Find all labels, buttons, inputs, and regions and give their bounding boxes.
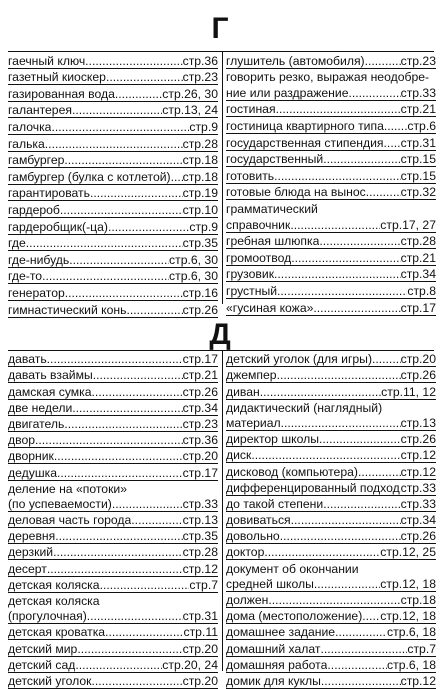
leader-dots: [53, 545, 183, 559]
index-entry: [226, 117, 436, 134]
leader-dots: [321, 674, 401, 688]
index-entry: [226, 101, 436, 118]
index-page-ref: стр.19: [182, 186, 218, 201]
index-term: детский уголок (для игры): [226, 352, 372, 367]
leader-dots: [55, 529, 182, 543]
index-term: детский мир: [8, 641, 78, 656]
index-entry: [226, 592, 436, 608]
index-section-d: [8, 350, 436, 688]
leader-dots: [268, 593, 400, 607]
leader-dots: [264, 545, 380, 559]
index-entry: [8, 284, 218, 301]
index-entry: [8, 201, 218, 218]
index-entry: [226, 266, 436, 283]
index-column-left: [8, 351, 218, 689]
index-term: гостиная: [226, 102, 276, 117]
index-page-ref: стр.21: [182, 368, 218, 383]
index-term: грустный: [226, 283, 278, 298]
index-term: детская коляска: [8, 594, 100, 608]
index-term: двор: [8, 433, 36, 448]
index-page-ref: стр.31: [182, 609, 218, 624]
leader-dots: [313, 301, 400, 315]
leader-dots: [260, 385, 381, 399]
index-page-ref: стр.13: [400, 415, 436, 430]
index-page-ref: стр.28: [182, 545, 218, 560]
index-entry: [8, 496, 218, 512]
index-entry: [8, 218, 218, 235]
index-page-ref: стр.17, 27: [380, 217, 436, 232]
index-term: директор школы: [226, 432, 319, 447]
index-entry: [226, 134, 436, 151]
index-term: громоотвод: [226, 250, 292, 265]
leader-dots: [314, 577, 380, 591]
index-entry: [8, 118, 218, 135]
leader-dots: [319, 234, 400, 248]
index-page-ref: стр.8: [407, 283, 436, 298]
index-page-ref: стр.28: [400, 234, 436, 249]
index-entry: [8, 577, 218, 593]
index-term: дерзкий: [8, 545, 54, 560]
leader-dots: [274, 169, 400, 183]
index-term: дедушка: [8, 465, 57, 480]
index-entry: [226, 282, 436, 299]
index-term: должен: [226, 593, 269, 607]
index-entry: [8, 544, 218, 560]
index-term: гамбургер: [8, 153, 65, 168]
index-term: генератор: [8, 285, 65, 300]
index-page-ref: стр.12, 18: [380, 576, 436, 591]
leader-dots: [131, 513, 182, 527]
leader-dots: [100, 578, 190, 592]
leader-dots: [106, 70, 183, 84]
index-page-ref: стр.35: [182, 236, 218, 251]
leader-dots: [77, 642, 182, 656]
index-term: деревня: [8, 529, 56, 544]
index-page-ref: стр.13, 24: [162, 103, 218, 118]
index-entry: [8, 432, 218, 448]
index-term: довиваться: [226, 513, 291, 528]
leader-dots: [75, 658, 162, 672]
column-divider: [222, 351, 223, 671]
index-page-ref: стр.28: [182, 136, 218, 151]
leader-dots: [171, 170, 183, 184]
index-page-ref: стр.23: [400, 53, 436, 68]
index-entry: [8, 367, 218, 383]
index-entry: [8, 52, 218, 69]
index-entry: [8, 235, 218, 252]
leader-dots: [93, 368, 183, 382]
index-entry: [226, 233, 436, 250]
index-page-ref: стр.26: [400, 432, 436, 447]
leader-dots: [362, 609, 380, 623]
index-entry: [226, 431, 436, 447]
index-term: до такой степени: [226, 496, 324, 511]
index-term: дома (местоположение): [226, 609, 363, 624]
index-page-ref: стр.20: [400, 352, 436, 367]
index-term: готовые блюда на вынос: [226, 185, 366, 200]
index-term: гаечный ключ: [8, 53, 86, 68]
index-entry: [226, 249, 436, 266]
index-page-ref: стр.17: [400, 300, 436, 315]
index-entry: [226, 351, 436, 367]
index-term: домашняя работа: [226, 657, 328, 672]
index-entry: [8, 102, 218, 119]
index-entry: [8, 301, 218, 318]
index-page-ref: стр.16: [182, 285, 218, 300]
index-entry: [8, 268, 218, 285]
index-term: гардеробщик(-ца): [8, 219, 108, 234]
letter-heading-g: Г: [211, 12, 229, 45]
leader-dots: [291, 513, 401, 527]
index-section-g: [8, 51, 436, 317]
index-page-ref: стр.26: [182, 384, 218, 399]
index-term: диван: [226, 384, 260, 399]
index-page-ref: стр.13: [182, 513, 218, 528]
index-term: справочник: [226, 217, 291, 232]
index-page-ref: стр.12: [182, 561, 218, 576]
index-term: (по успеваемости): [8, 496, 112, 511]
index-page-ref: стр.33: [400, 85, 436, 100]
index-entry: [8, 400, 218, 416]
index-entry: [8, 185, 218, 202]
leader-dots: [323, 152, 400, 166]
index-term: газированная вода: [8, 86, 115, 101]
index-page-ref: стр.32: [400, 185, 436, 200]
index-entry: [8, 251, 218, 268]
index-term: где: [8, 236, 26, 251]
index-term: грамматический: [226, 201, 318, 216]
index-term: ние или раздражение: [226, 85, 349, 100]
index-entry: [8, 593, 218, 608]
leader-dots: [335, 625, 387, 639]
index-page-ref: стр.15: [400, 168, 436, 183]
leader-dots: [365, 54, 401, 68]
index-page-ref: стр.6, 18: [387, 625, 436, 640]
leader-dots: [64, 417, 182, 431]
index-entry: [226, 463, 436, 479]
index-term: домашний халат: [226, 641, 321, 656]
leader-dots: [372, 352, 401, 366]
index-term: две недели: [8, 400, 73, 415]
index-entry: [226, 576, 436, 592]
index-entry: [8, 640, 218, 656]
index-entry: [8, 135, 218, 152]
index-entry: [8, 351, 218, 367]
index-term: глушитель (автомобиля): [226, 53, 365, 68]
index-term: джемпер: [226, 368, 277, 383]
index-term: газетный киоскер: [8, 70, 106, 85]
index-entry: [8, 85, 218, 102]
index-page-ref: стр.35: [182, 529, 218, 544]
index-page-ref: стр.15: [400, 152, 436, 167]
leader-dots: [112, 497, 183, 511]
index-page-ref: стр.17: [182, 465, 218, 480]
leader-dots: [319, 432, 401, 446]
index-page-ref: стр.18: [182, 153, 218, 168]
index-term: галочка: [8, 119, 52, 134]
leader-dots: [26, 236, 183, 250]
index-term: грузовик: [226, 267, 275, 282]
leader-dots: [115, 87, 162, 101]
index-term: государственный: [226, 152, 324, 167]
index-term: дифференцированный подход: [226, 480, 400, 495]
index-entry: [8, 464, 218, 480]
leader-dots: [47, 562, 183, 576]
index-term: гребная шлюпка: [226, 234, 320, 249]
index-page-ref: стр.21: [400, 102, 436, 117]
leader-dots: [90, 186, 183, 200]
index-term: (прогулочная): [8, 609, 87, 624]
index-entry: [226, 415, 436, 431]
index-entry: [8, 608, 218, 624]
index-entry: [226, 447, 436, 463]
index-entry: [226, 657, 436, 673]
index-entry: [8, 152, 218, 169]
index-entry: [226, 151, 436, 168]
index-entry: [226, 400, 436, 415]
index-page-ref: стр.18: [400, 593, 436, 607]
index-page-ref: стр.20, 24: [162, 657, 218, 672]
leader-dots: [127, 303, 183, 317]
leader-dots: [280, 529, 401, 543]
index-entry: [8, 624, 218, 640]
index-term: десерт: [8, 561, 47, 576]
index-page-ref: стр.26, 30: [162, 86, 218, 101]
index-page-ref: стр.12: [400, 448, 436, 463]
index-page-ref: стр.11: [183, 625, 218, 640]
index-entry: [226, 480, 436, 496]
index-term: «гусиная кожа»: [226, 300, 314, 315]
index-entry: [226, 560, 436, 575]
index-page-ref: стр.6, 18: [387, 657, 436, 672]
index-page-ref: стр.21: [400, 250, 436, 265]
index-page-ref: стр.34: [182, 400, 218, 415]
leader-dots: [64, 153, 182, 167]
leader-dots: [358, 465, 401, 479]
index-term: государственная стипендия: [226, 135, 384, 150]
leader-dots: [108, 220, 189, 234]
index-page-ref: стр.20: [182, 641, 218, 656]
leader-dots: [35, 433, 183, 447]
index-entry: [8, 448, 218, 464]
leader-dots: [251, 448, 400, 462]
index-term: говорить резко, выражая неодобре-: [226, 70, 430, 85]
index-term: детская коляска: [8, 577, 100, 592]
index-entry: [8, 673, 218, 689]
index-page-ref: стр.33: [182, 496, 218, 511]
index-term: детский сад: [8, 657, 76, 672]
index-page-ref: стр.23: [182, 416, 218, 431]
index-page-ref: стр.31: [400, 135, 436, 150]
index-page-ref: стр.36: [182, 53, 218, 68]
index-entry: [226, 216, 436, 233]
leader-dots: [92, 674, 183, 688]
index-entry: [226, 624, 436, 640]
leader-dots: [384, 136, 401, 150]
index-page-ref: стр.9: [189, 119, 218, 134]
index-page-ref: стр.7: [189, 577, 218, 592]
index-term: галька: [8, 136, 45, 151]
index-page-ref: стр.26: [182, 302, 218, 317]
index-entry: [226, 673, 436, 689]
letter-heading-d: Д: [209, 318, 231, 351]
index-entry: [226, 640, 436, 656]
index-term: деление на «потоки»: [8, 481, 127, 496]
index-page-ref: стр.26: [400, 368, 436, 383]
index-term: дворник: [8, 449, 54, 464]
index-term: гардероб: [8, 202, 60, 217]
leader-dots: [69, 253, 169, 267]
index-entry: [226, 496, 436, 512]
index-entry: [8, 383, 218, 399]
index-term: галантерея: [8, 103, 72, 118]
index-term: где-нибудь: [8, 252, 70, 267]
leader-dots: [51, 120, 189, 134]
leader-dots: [348, 86, 400, 100]
index-term: гимнастический конь: [8, 302, 127, 317]
leader-dots: [57, 466, 183, 480]
index-entry: [226, 84, 436, 101]
index-entry: [226, 608, 436, 624]
index-entry: [226, 299, 436, 316]
index-term: довольно: [226, 529, 280, 544]
leader-dots: [323, 497, 400, 511]
index-term: готовить: [226, 168, 275, 183]
index-page-ref: стр.11, 12: [381, 384, 436, 399]
index-entry: [226, 200, 436, 216]
index-term: давать взаймы: [8, 368, 93, 383]
index-entry: [226, 512, 436, 528]
index-term: домашнее задание: [226, 625, 336, 640]
index-page-ref: стр.6, 30: [169, 269, 218, 284]
index-entry: [226, 528, 436, 544]
leader-dots: [65, 286, 183, 300]
index-page-ref: стр.6, 30: [169, 252, 218, 267]
leader-dots: [291, 251, 400, 265]
leader-dots: [327, 658, 387, 672]
index-entry: [226, 383, 436, 399]
leader-dots: [45, 137, 183, 151]
index-page-ref: стр.12: [400, 673, 436, 688]
index-page-ref: стр.33: [400, 480, 436, 495]
index-page-ref: стр.18: [182, 169, 218, 184]
index-entry: [226, 544, 436, 560]
index-entry: [226, 184, 436, 201]
leader-dots: [400, 481, 401, 495]
index-term: деловая часть города: [8, 513, 132, 528]
index-page-ref: стр.36: [182, 433, 218, 448]
leader-dots: [72, 401, 182, 415]
index-term: домик для куклы: [226, 673, 321, 688]
index-entry: [226, 52, 436, 69]
index-term: доктор: [226, 545, 265, 560]
index-term: материал: [226, 415, 281, 430]
leader-dots: [72, 103, 162, 117]
index-term: где-то: [8, 269, 43, 284]
index-entry: [8, 560, 218, 576]
index-entry: [8, 512, 218, 528]
index-term: документ об окончании: [226, 561, 359, 576]
index-term: дисковод (компьютера): [226, 464, 358, 479]
leader-dots: [87, 609, 183, 623]
index-term: средней школы: [226, 576, 314, 591]
index-term: гостиница квартирного типа: [226, 118, 384, 133]
leader-dots: [47, 352, 183, 366]
index-term: дамская сумка: [8, 384, 92, 399]
index-page-ref: стр.10: [182, 202, 218, 217]
index-page-ref: стр.26: [400, 529, 436, 544]
index-page-ref: стр.12: [400, 464, 436, 479]
index-page-ref: стр.9: [189, 219, 218, 234]
leader-dots: [42, 269, 169, 283]
leader-dots: [281, 416, 401, 430]
leader-dots: [384, 119, 408, 133]
index-column-right: [226, 351, 436, 689]
index-page-ref: стр.7: [407, 641, 436, 656]
leader-dots: [92, 385, 183, 399]
index-entry: [8, 657, 218, 673]
index-page-ref: стр.6: [407, 118, 436, 133]
index-column-right: [226, 52, 436, 316]
leader-dots: [60, 203, 183, 217]
index-entry: [8, 416, 218, 432]
leader-dots: [54, 449, 183, 463]
index-term: давать: [8, 352, 47, 367]
index-term: гамбургер (булка с котлетой): [8, 169, 171, 184]
index-entry: [8, 69, 218, 86]
index-page-ref: стр.12, 18: [380, 609, 436, 624]
leader-dots: [366, 185, 401, 199]
leader-dots: [290, 218, 380, 232]
index-term: детский уголок: [8, 673, 92, 688]
leader-dots: [274, 267, 401, 281]
index-page-ref: стр.20: [182, 449, 218, 464]
index-term: гарантировать: [8, 186, 90, 201]
index-term: двигатель: [8, 416, 65, 431]
index-entry: [8, 481, 218, 496]
index-entry: [226, 367, 436, 383]
index-entry: [8, 528, 218, 544]
index-entry: [8, 168, 218, 185]
leader-dots: [321, 642, 408, 656]
index-entry: [226, 69, 436, 85]
leader-dots: [85, 54, 182, 68]
index-page-ref: стр.17: [182, 352, 218, 367]
index-entry: [226, 167, 436, 184]
column-divider: [222, 52, 223, 304]
index-page-ref: стр.23: [182, 70, 218, 85]
index-term: диск: [226, 448, 252, 463]
leader-dots: [276, 102, 401, 116]
index-page-ref: стр.20: [182, 673, 218, 688]
index-page-ref: стр.33: [400, 496, 436, 511]
index-page-ref: стр.34: [400, 513, 436, 528]
leader-dots: [277, 368, 401, 382]
leader-dots: [105, 625, 183, 639]
index-page-ref: стр.34: [400, 267, 436, 282]
index-column-left: [8, 52, 218, 318]
index-term: детская кроватка: [8, 625, 106, 640]
leader-dots: [277, 284, 407, 298]
index-term: дидактический (наглядный): [226, 400, 383, 415]
index-page-ref: стр.12, 25: [380, 545, 436, 560]
